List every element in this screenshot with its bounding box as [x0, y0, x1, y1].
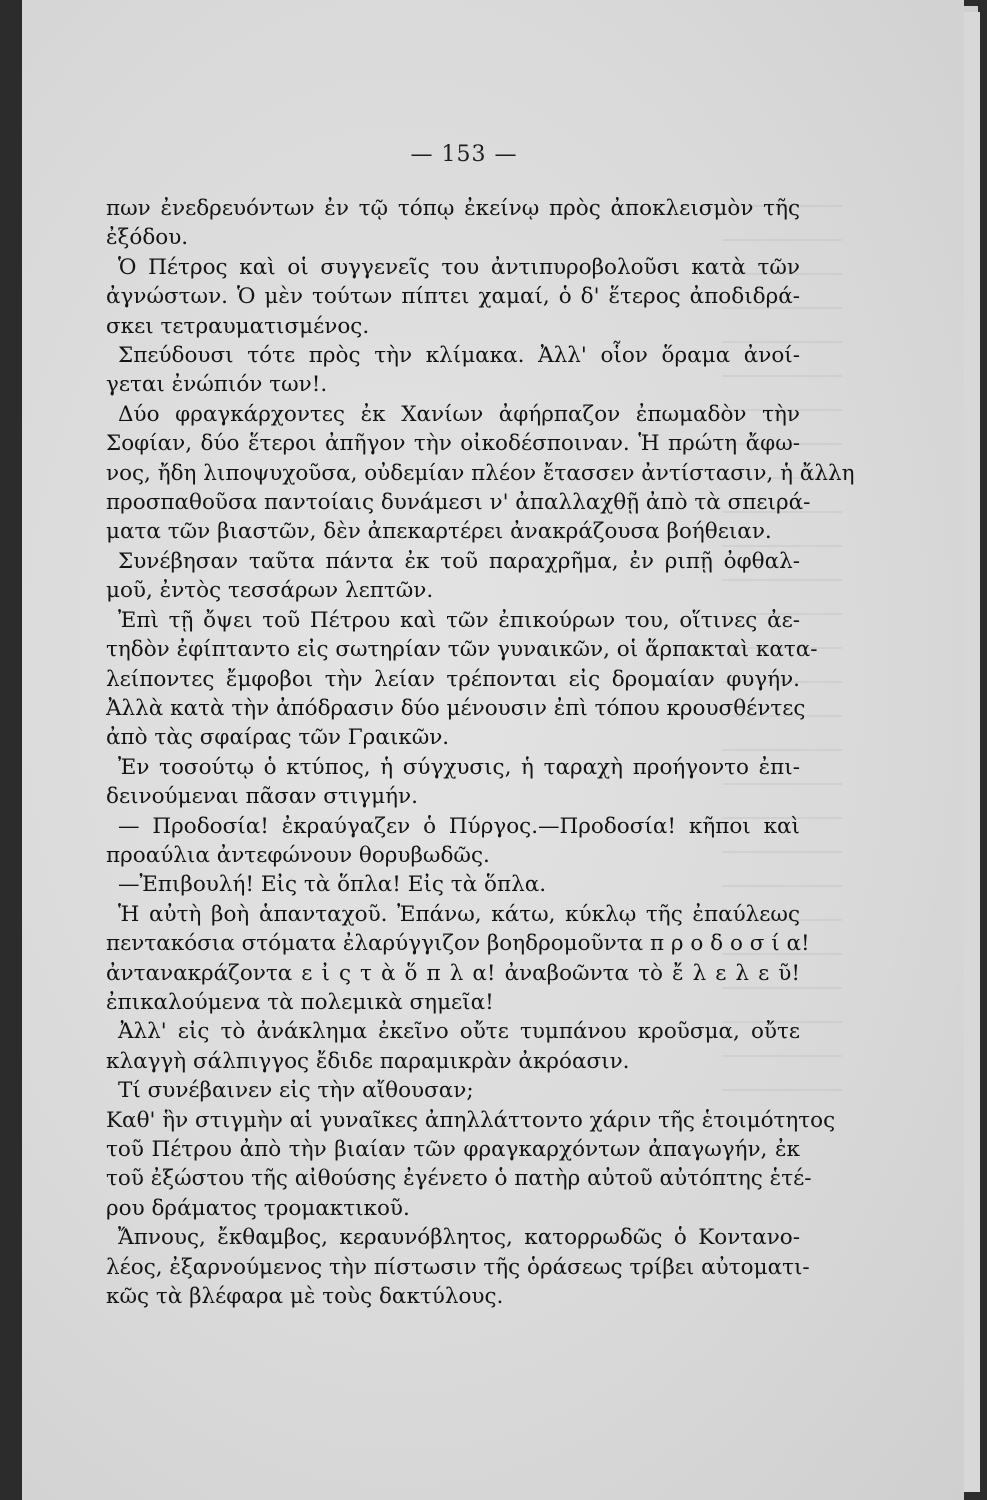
text-line: τοῦ ἐξώστου τῆς αἰθούσης ἐγένετο ὁ πατὴρ αὐτοῦ αὐτόπτης ἑτέ-: [106, 1166, 812, 1192]
text-line: νος, ἤδη λιποψυχοῦσα, οὐδεμίαν πλέον ἔτασσεν ἀντίστασιν, ἡ ἄλλη: [106, 460, 855, 486]
text-line: Συνέβησαν ταῦτα πάντα ἐκ τοῦ παραχρῆμα, ἐν ριπῇ ὀφθαλ-: [118, 548, 800, 574]
text-line: προσπαθοῦσα παντοίαις δυνάμεσι ν' ἀπαλλαχθῇ ἀπὸ τὰ σπειρά-: [106, 490, 811, 516]
text-line: λείποντες ἔμφοβοι τὴν λείαν τρέπονται εἰς δρομαίαν φυγήν.: [106, 666, 800, 692]
text-line: προαύλια ἀντεφώνουν θορυβωδῶς.: [106, 842, 490, 868]
text-line: δεινούμεναι πᾶσαν στιγμήν.: [106, 784, 418, 810]
text-line: ἀντανακράζοντα ε ἰ ς τ ὰ ὅ π λ α! ἀναβοῶντα τὸ ἔ λ ε λ ε ῦ!: [106, 960, 800, 986]
text-line: ρου δράματος τρομακτικοῦ.: [106, 1195, 410, 1221]
body-text: [106, 194, 855, 1311]
text-line: ἐξόδου.: [106, 225, 189, 251]
book-page: [22, 0, 964, 1500]
text-line: πων ἐνεδρευόντων ἐν τῷ τόπῳ ἐκείνῳ πρὸς ἀποκλεισμὸν τῆς: [106, 196, 800, 221]
text-line: Δύο φραγκάρχοντες ἐκ Χανίων ἀφήρπαζον ἐπωμαδὸν τὴν: [118, 401, 800, 427]
text-line: Σοφίαν, δύο ἕτεροι ἀπῆγον τὴν οἰκοδέσποιναν. Ἡ πρώτη ἄφω-: [106, 431, 800, 457]
text-line: Καθ' ἣν στιγμὴν αἱ γυναῖκες ἀπηλλάττοντο χάριν τῆς ἑτοιμότητος: [106, 1107, 836, 1133]
text-line: Ἀλλ' εἰς τὸ ἀνάκλημα ἐκεῖνο οὔτε τυμπάνου κροῦσμα, οὔτε: [118, 1019, 800, 1045]
text-line: Ἐν τοσούτῳ ὁ κτύπος, ἡ σύγχυσις, ἡ ταραχὴ προήγοντο ἐπι-: [118, 754, 800, 780]
text-line: κλαγγὴ σάλπιγγος ἔδιδε παραμικρὰν ἀκρόασιν.: [106, 1048, 630, 1074]
text-line: σκει τετραυματισμένος.: [106, 313, 370, 339]
text-line: Ἄπνους, ἔκθαμβος, κεραυνόβλητος, κατορρωδῶς ὁ Κοντανο-: [118, 1225, 800, 1251]
text-line: λέος, ἐξαρνούμενος τὴν πίστωσιν τῆς ὁράσεως τρίβει αὐτοματι-: [106, 1254, 810, 1280]
text-line: Τί συνέβαινεν εἰς τὴν αἴθουσαν;: [118, 1078, 474, 1104]
text-line: —Ἐπιβουλή! Εἰς τὰ ὅπλα! Εἰς τὰ ὅπλα.: [118, 872, 547, 898]
text-line: Ὁ Πέτρος καὶ οἱ συγγενεῖς του ἀντιπυροβολοῦσι κατὰ τῶν: [118, 254, 800, 280]
text-line: Ἡ αὐτὴ βοὴ ἁπανταχοῦ. Ἐπάνω, κάτω, κύκλῳ τῆς ἐπαύλεως: [118, 901, 800, 927]
text-line: κῶς τὰ βλέφαρα μὲ τοὺς δακτύλους.: [106, 1284, 504, 1310]
page-number: — 153 —: [410, 142, 518, 167]
text-line: πεντακόσια στόματα ἐλαρύγγιζον βοηδρομοῦντα π ρ ο δ ο σ ί α!: [106, 931, 810, 957]
text-line: ματα τῶν βιαστῶν, δὲν ἀπεκαρτέρει ἀνακράζουσα βοήθειαν.: [106, 519, 772, 545]
text-line: ἀπὸ τὰς σφαίρας τῶν Γραικῶν.: [106, 725, 450, 751]
text-line: — Προδοσία! ἐκραύγαζεν ὁ Πύργος.—Προδοσία! κῆποι καὶ: [118, 813, 800, 839]
text-line: Ἐπὶ τῇ ὄψει τοῦ Πέτρου καὶ τῶν ἐπικούρων του, οἵτινες ἀε-: [118, 607, 800, 633]
text-line: Ἀλλὰ κατὰ τὴν ἀπόδρασιν δύο μένουσιν ἐπὶ τόπου κρουσθέντες: [106, 695, 806, 721]
text-line: τοῦ Πέτρου ἀπὸ τὴν βιαίαν τῶν φραγκαρχόντων ἀπαγωγήν, ἐκ: [106, 1137, 800, 1162]
text-line: μοῦ, ἐντὸς τεσσάρων λεπτῶν.: [106, 578, 434, 604]
text-line: τηδὸν ἐφίπταντο εἰς σωτηρίαν τῶν γυναικῶν, οἱ ἅρπακταὶ κατα-: [106, 637, 818, 663]
text-line: Σπεύδουσι τότε πρὸς τὴν κλίμακα. Ἀλλ' οἷον ὅραμα ἀνοί-: [118, 343, 800, 369]
text-line: γεται ἐνώπιόν των!.: [106, 372, 328, 398]
text-line: ἀγνώστων. Ὁ μὲν τούτων πίπτει χαμαί, ὁ δ' ἕτερος ἀποδιδρά-: [106, 284, 800, 310]
text-line: ἐπικαλούμενα τὰ πολεμικὰ σημεῖα!: [106, 989, 494, 1015]
